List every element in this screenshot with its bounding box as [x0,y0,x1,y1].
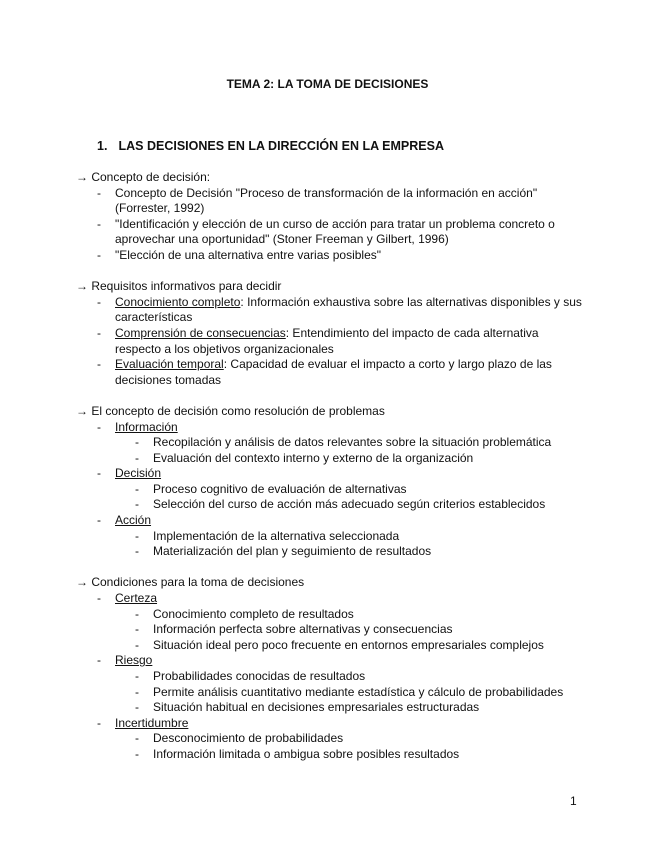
list-item [76,716,582,732]
item-label: Riesgo [115,653,153,668]
list-item [76,357,582,388]
dash-bullet: - [135,622,139,637]
arrow-icon: → [76,170,88,184]
item-label: Comprensión de consecuencias [115,325,286,340]
dash-bullet: - [135,637,139,652]
heading-text: LAS DECISIONES EN LA DIRECCIÓN EN LA EMPRESA [118,139,444,153]
sub-list-item [76,747,582,763]
section-title [76,279,582,295]
sub-list-item [76,607,582,623]
sub-item-text: Conocimiento completo de resultados [153,606,354,621]
sub-item-text: Información perfecta sobre alternativas y consecuencias [153,622,453,637]
list-item [76,248,582,264]
sub-list-item [76,622,582,638]
item-label: Certeza [115,591,158,606]
sub-list-item [76,669,582,685]
item-text: : Capacidad de evaluar el impacto a corto y largo plazo de las decisiones tomadas [115,357,552,387]
sub-list-item [76,544,582,560]
document-title: TEMA 2: LA TOMA DE DECISIONES [226,77,429,91]
sub-list-item [76,482,582,498]
section-title [76,575,582,591]
section-title-text: El concepto de decisión como resolución de problemas [91,403,385,418]
sub-list-item [76,685,582,701]
dash-bullet: - [135,497,139,512]
dash-bullet: - [135,450,139,465]
sub-list-item [76,731,582,747]
sub-item-text: Selección del curso de acción más adecuado según criterios establecidos [153,497,546,512]
sub-item-text: Situación habitual en decisiones empresariales estructuradas [153,700,480,715]
heading-number: 1. [97,139,108,153]
section-title [76,170,582,186]
sub-item-text: Probabilidades conocidas de resultados [153,669,366,683]
list-item [76,186,582,217]
sub-list-item [76,497,582,513]
sub-list-item [76,529,582,545]
item-label: Información [115,419,178,434]
dash-bullet: - [135,684,139,699]
item-label: Decisión [115,466,162,481]
sub-list-item [76,435,582,451]
list-section [76,575,582,762]
sub-item-text: Implementación de la alternativa seleccionada [153,528,400,543]
item-label: Conocimiento completo [115,294,241,309]
item-label: Evaluación temporal [115,357,224,372]
dash-bullet: - [97,216,101,231]
sub-list-item [76,451,582,467]
dash-bullet: - [97,419,101,434]
dash-bullet: - [135,700,139,715]
section-title-text: Requisitos informativos para decidir [91,279,282,294]
list-item [76,466,582,482]
list-item [76,513,582,529]
dash-bullet: - [97,294,101,309]
sub-item-text: Recopilación y análisis de datos relevantes sobre la situación problemática [153,435,552,450]
dash-bullet: - [97,357,101,372]
list-item [76,217,582,248]
dash-bullet: - [135,528,139,543]
dash-bullet: - [97,185,101,200]
item-text: "Identificación y elección de un curso de acción para tratar un problema concreto o aprovechar una oportunidad" (Stoner Freeman y Gilbert, 1996) [115,216,555,247]
sub-item-text: Situación ideal pero poco frecuente en entornos empresariales complejos [153,637,544,652]
item-text: Concepto de Decisión "Proceso de transformación de la información en acción" (Forrester, 1992) [115,185,538,216]
sub-item-text: Permite análisis cuantitativo mediante estadística y cálculo de probabilidades [153,684,564,699]
dash-bullet: - [97,247,101,262]
item-label: Acción [115,513,152,528]
list-item [76,591,582,607]
dash-bullet: - [135,731,139,746]
list-section [76,170,582,264]
dash-bullet: - [97,325,101,340]
dash-bullet: - [135,435,139,450]
sub-item-text: Evaluación del contexto interno y externo de la organización [153,450,474,465]
dash-bullet: - [97,591,101,606]
sub-list-item [76,638,582,654]
sub-item-text: Información limitada o ambigua sobre posibles resultados [153,746,460,761]
list-item [76,653,582,669]
dash-bullet: - [135,544,139,559]
sub-item-text: Materialización del plan y seguimiento de resultados [153,544,432,559]
arrow-icon: → [76,403,88,418]
list-item [76,295,582,326]
dash-bullet: - [135,481,139,496]
arrow-icon: → [76,575,88,590]
section-title [76,404,582,420]
document-body [76,170,582,778]
list-item [76,420,582,436]
dash-bullet: - [97,653,101,668]
dash-bullet: - [135,746,139,761]
dash-bullet: - [135,669,139,683]
section-title-text: Condiciones para la toma de decisiones [91,575,305,590]
dash-bullet: - [97,466,101,481]
list-section [76,404,582,560]
sub-list-item [76,700,582,716]
list-item [76,326,582,357]
item-label: Incertidumbre [115,715,189,730]
page-number: 1 [570,794,577,808]
arrow-icon: → [76,279,88,294]
dash-bullet: - [135,606,139,621]
sub-item-text: Proceso cognitivo de evaluación de alternativas [153,481,407,496]
section-heading [97,139,444,153]
section-title-text: Concepto de decisión: [91,170,211,184]
dash-bullet: - [97,513,101,528]
list-section [76,279,582,388]
item-text: : Información exhaustiva sobre las alternativas disponibles y sus características [115,294,582,325]
item-text: : Entendimiento del impacto de cada alternativa respecto a los objetivos organizacionales [115,325,539,356]
sub-item-text: Desconocimiento de probabilidades [153,731,344,746]
item-text: "Elección de una alternativa entre varias posibles" [115,247,382,262]
dash-bullet: - [97,715,101,730]
